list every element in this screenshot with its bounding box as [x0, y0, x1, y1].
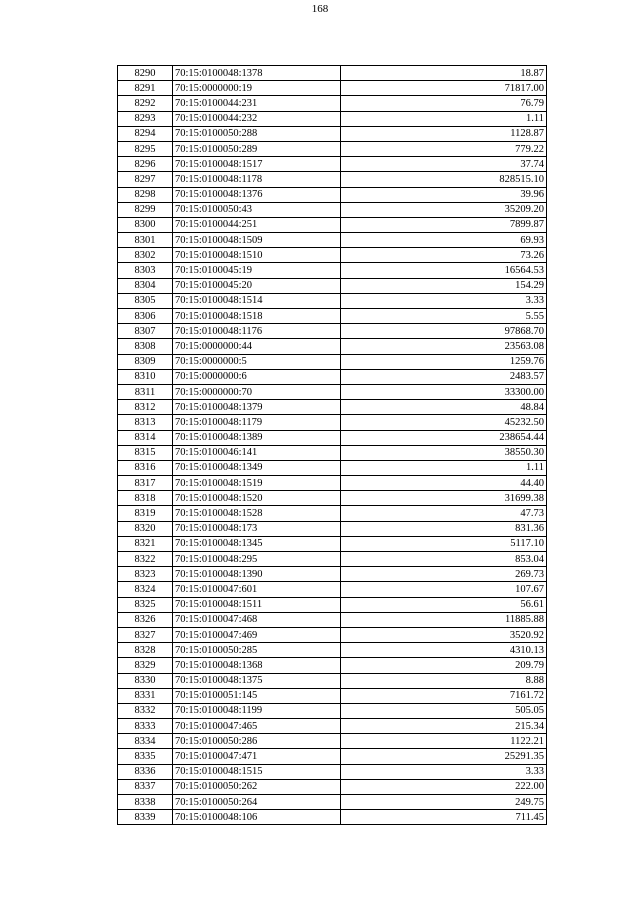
- table-row: [118, 673, 547, 688]
- value-cell: 37.74: [341, 157, 547, 172]
- table-row: [118, 582, 547, 597]
- table-row: [118, 536, 547, 551]
- row-number-cell: 8324: [118, 582, 173, 597]
- value-cell: 31699.38: [341, 491, 547, 506]
- row-number-cell: 8293: [118, 111, 173, 126]
- row-number-cell: 8319: [118, 506, 173, 521]
- cadastral-number-cell: 70:15:0100048:1368: [173, 658, 341, 673]
- table-row: [118, 354, 547, 369]
- cadastral-number-cell: 70:15:0100048:173: [173, 521, 341, 536]
- value-cell: 505.05: [341, 703, 547, 718]
- value-cell: 1259.76: [341, 354, 547, 369]
- table-row: [118, 597, 547, 612]
- row-number-cell: 8337: [118, 779, 173, 794]
- row-number-cell: 8299: [118, 202, 173, 217]
- cadastral-number-cell: 70:15:0100048:1179: [173, 415, 341, 430]
- value-cell: 1128.87: [341, 126, 547, 141]
- value-cell: 76.79: [341, 96, 547, 111]
- value-cell: 5.55: [341, 309, 547, 324]
- value-cell: 7161.72: [341, 688, 547, 703]
- row-number-cell: 8304: [118, 278, 173, 293]
- row-number-cell: 8296: [118, 157, 173, 172]
- value-cell: 269.73: [341, 567, 547, 582]
- row-number-cell: 8331: [118, 688, 173, 703]
- row-number-cell: 8334: [118, 734, 173, 749]
- row-number-cell: 8315: [118, 445, 173, 460]
- cadastral-number-cell: 70:15:0100047:468: [173, 612, 341, 627]
- cadastral-number-cell: 70:15:0100047:601: [173, 582, 341, 597]
- table-row: [118, 400, 547, 415]
- table-row: [118, 627, 547, 642]
- cadastral-number-cell: 70:15:0100048:1389: [173, 430, 341, 445]
- value-cell: 222.00: [341, 779, 547, 794]
- cadastral-number-cell: 70:15:0100048:1176: [173, 324, 341, 339]
- row-number-cell: 8329: [118, 658, 173, 673]
- row-number-cell: 8333: [118, 719, 173, 734]
- cadastral-number-cell: 70:15:0100044:232: [173, 111, 341, 126]
- row-number-cell: 8318: [118, 491, 173, 506]
- value-cell: 3.33: [341, 293, 547, 308]
- cadastral-number-cell: 70:15:0100048:1520: [173, 491, 341, 506]
- cadastral-number-cell: 70:15:0100045:20: [173, 278, 341, 293]
- table-row: [118, 552, 547, 567]
- row-number-cell: 8336: [118, 764, 173, 779]
- table-row: [118, 445, 547, 460]
- table-row: [118, 217, 547, 232]
- cadastral-number-cell: 70:15:0100048:1376: [173, 187, 341, 202]
- cadastral-number-cell: 70:15:0100048:295: [173, 552, 341, 567]
- row-number-cell: 8328: [118, 643, 173, 658]
- cadastral-number-cell: 70:15:0100048:1378: [173, 66, 341, 81]
- row-number-cell: 8294: [118, 126, 173, 141]
- cadastral-number-cell: 70:15:0100045:19: [173, 263, 341, 278]
- table-row: [118, 309, 547, 324]
- value-cell: 2483.57: [341, 369, 547, 384]
- row-number-cell: 8313: [118, 415, 173, 430]
- data-table: [117, 65, 547, 825]
- cadastral-number-cell: 70:15:0100050:262: [173, 779, 341, 794]
- value-cell: 56.61: [341, 597, 547, 612]
- table-row: [118, 233, 547, 248]
- value-cell: 3.33: [341, 764, 547, 779]
- value-cell: 8.88: [341, 673, 547, 688]
- table-row: [118, 126, 547, 141]
- value-cell: 249.75: [341, 795, 547, 810]
- row-number-cell: 8335: [118, 749, 173, 764]
- row-number-cell: 8338: [118, 795, 173, 810]
- value-cell: 71817.00: [341, 81, 547, 96]
- cadastral-number-cell: 70:15:0100050:288: [173, 126, 341, 141]
- row-number-cell: 8316: [118, 460, 173, 475]
- cadastral-number-cell: 70:15:0000000:19: [173, 81, 341, 96]
- row-number-cell: 8295: [118, 141, 173, 156]
- value-cell: 215.34: [341, 719, 547, 734]
- row-number-cell: 8290: [118, 66, 173, 81]
- row-number-cell: 8323: [118, 567, 173, 582]
- row-number-cell: 8297: [118, 172, 173, 187]
- table-row: [118, 491, 547, 506]
- value-cell: 97868.70: [341, 324, 547, 339]
- value-cell: 48.84: [341, 400, 547, 415]
- value-cell: 853.04: [341, 552, 547, 567]
- value-cell: 107.67: [341, 582, 547, 597]
- value-cell: 4310.13: [341, 643, 547, 658]
- cadastral-number-cell: 70:15:0100050:264: [173, 795, 341, 810]
- cadastral-number-cell: 70:15:0100048:1379: [173, 400, 341, 415]
- table-row: [118, 293, 547, 308]
- value-cell: 44.40: [341, 476, 547, 491]
- cadastral-number-cell: 70:15:0100048:1519: [173, 476, 341, 491]
- table-row: [118, 278, 547, 293]
- row-number-cell: 8298: [118, 187, 173, 202]
- table-row: [118, 263, 547, 278]
- row-number-cell: 8326: [118, 612, 173, 627]
- cadastral-number-cell: 70:15:0100050:43: [173, 202, 341, 217]
- cadastral-number-cell: 70:15:0100048:1375: [173, 673, 341, 688]
- value-cell: 45232.50: [341, 415, 547, 430]
- cadastral-number-cell: 70:15:0100048:1345: [173, 536, 341, 551]
- table-row: [118, 187, 547, 202]
- table-row: [118, 369, 547, 384]
- value-cell: 779.22: [341, 141, 547, 156]
- table-row: [118, 567, 547, 582]
- value-cell: 23563.08: [341, 339, 547, 354]
- table-row: [118, 810, 547, 825]
- row-number-cell: 8309: [118, 354, 173, 369]
- value-cell: 154.29: [341, 278, 547, 293]
- cadastral-number-cell: 70:15:0100051:145: [173, 688, 341, 703]
- value-cell: 711.45: [341, 810, 547, 825]
- value-cell: 35209.20: [341, 202, 547, 217]
- row-number-cell: 8308: [118, 339, 173, 354]
- table-row: [118, 612, 547, 627]
- cadastral-number-cell: 70:15:0100048:1518: [173, 309, 341, 324]
- cadastral-number-cell: 70:15:0100048:106: [173, 810, 341, 825]
- table-row: [118, 157, 547, 172]
- cadastral-number-cell: 70:15:0100044:231: [173, 96, 341, 111]
- table-row: [118, 779, 547, 794]
- table-row: [118, 764, 547, 779]
- table-row: [118, 81, 547, 96]
- cadastral-number-cell: 70:15:0000000:5: [173, 354, 341, 369]
- table-row: [118, 384, 547, 399]
- table-row: [118, 172, 547, 187]
- value-cell: 39.96: [341, 187, 547, 202]
- table-row: [118, 506, 547, 521]
- table-row: [118, 795, 547, 810]
- table-row: [118, 476, 547, 491]
- cadastral-number-cell: 70:15:0100050:285: [173, 643, 341, 658]
- value-cell: 11885.88: [341, 612, 547, 627]
- table-row: [118, 734, 547, 749]
- cadastral-number-cell: 70:15:0100044:251: [173, 217, 341, 232]
- value-cell: 5117.10: [341, 536, 547, 551]
- row-number-cell: 8303: [118, 263, 173, 278]
- value-cell: 18.87: [341, 66, 547, 81]
- page-number: 168: [311, 3, 329, 15]
- row-number-cell: 8320: [118, 521, 173, 536]
- row-number-cell: 8292: [118, 96, 173, 111]
- table-row: [118, 111, 547, 126]
- cadastral-number-cell: 70:15:0000000:70: [173, 384, 341, 399]
- row-number-cell: 8317: [118, 476, 173, 491]
- cadastral-number-cell: 70:15:0100048:1509: [173, 233, 341, 248]
- row-number-cell: 8314: [118, 430, 173, 445]
- cadastral-number-cell: 70:15:0100047:471: [173, 749, 341, 764]
- row-number-cell: 8332: [118, 703, 173, 718]
- cadastral-number-cell: 70:15:0100048:1517: [173, 157, 341, 172]
- row-number-cell: 8325: [118, 597, 173, 612]
- row-number-cell: 8291: [118, 81, 173, 96]
- value-cell: 38550.30: [341, 445, 547, 460]
- cadastral-number-cell: 70:15:0100050:289: [173, 141, 341, 156]
- value-cell: 1122.21: [341, 734, 547, 749]
- cadastral-number-cell: 70:15:0100048:1528: [173, 506, 341, 521]
- value-cell: 1.11: [341, 111, 547, 126]
- table-row: [118, 521, 547, 536]
- cadastral-number-cell: 70:15:0000000:6: [173, 369, 341, 384]
- row-number-cell: 8312: [118, 400, 173, 415]
- row-number-cell: 8339: [118, 810, 173, 825]
- table-row: [118, 749, 547, 764]
- row-number-cell: 8310: [118, 369, 173, 384]
- table-row: [118, 415, 547, 430]
- table-row: [118, 703, 547, 718]
- cadastral-number-cell: 70:15:0100050:286: [173, 734, 341, 749]
- row-number-cell: 8330: [118, 673, 173, 688]
- value-cell: 73.26: [341, 248, 547, 263]
- table-row: [118, 141, 547, 156]
- value-cell: 7899.87: [341, 217, 547, 232]
- table-row: [118, 460, 547, 475]
- value-cell: 828515.10: [341, 172, 547, 187]
- table-row: [118, 202, 547, 217]
- cadastral-number-cell: 70:15:0100048:1515: [173, 764, 341, 779]
- table-row: [118, 688, 547, 703]
- table-row: [118, 324, 547, 339]
- row-number-cell: 8301: [118, 233, 173, 248]
- row-number-cell: 8322: [118, 552, 173, 567]
- cadastral-number-cell: 70:15:0100048:1349: [173, 460, 341, 475]
- row-number-cell: 8321: [118, 536, 173, 551]
- row-number-cell: 8305: [118, 293, 173, 308]
- table-row: [118, 339, 547, 354]
- row-number-cell: 8302: [118, 248, 173, 263]
- value-cell: 47.73: [341, 506, 547, 521]
- value-cell: 16564.53: [341, 263, 547, 278]
- cadastral-number-cell: 70:15:0100048:1510: [173, 248, 341, 263]
- row-number-cell: 8300: [118, 217, 173, 232]
- row-number-cell: 8327: [118, 627, 173, 642]
- value-cell: 69.93: [341, 233, 547, 248]
- row-number-cell: 8311: [118, 384, 173, 399]
- value-cell: 831.36: [341, 521, 547, 536]
- row-number-cell: 8306: [118, 309, 173, 324]
- cadastral-number-cell: 70:15:0100047:465: [173, 719, 341, 734]
- table-row: [118, 430, 547, 445]
- table-body: [118, 66, 547, 825]
- value-cell: 238654.44: [341, 430, 547, 445]
- table-row: [118, 643, 547, 658]
- cadastral-number-cell: 70:15:0100048:1514: [173, 293, 341, 308]
- row-number-cell: 8307: [118, 324, 173, 339]
- table-row: [118, 96, 547, 111]
- table-row: [118, 719, 547, 734]
- table-row: [118, 248, 547, 263]
- value-cell: 209.79: [341, 658, 547, 673]
- cadastral-number-cell: 70:15:0100048:1199: [173, 703, 341, 718]
- value-cell: 3520.92: [341, 627, 547, 642]
- cadastral-number-cell: 70:15:0100048:1390: [173, 567, 341, 582]
- cadastral-number-cell: 70:15:0100046:141: [173, 445, 341, 460]
- value-cell: 1.11: [341, 460, 547, 475]
- cadastral-number-cell: 70:15:0100048:1511: [173, 597, 341, 612]
- cadastral-number-cell: 70:15:0100047:469: [173, 627, 341, 642]
- cadastral-number-cell: 70:15:0100048:1178: [173, 172, 341, 187]
- table-row: [118, 658, 547, 673]
- cadastral-number-cell: 70:15:0000000:44: [173, 339, 341, 354]
- value-cell: 25291.35: [341, 749, 547, 764]
- table-row: [118, 66, 547, 81]
- value-cell: 33300.00: [341, 384, 547, 399]
